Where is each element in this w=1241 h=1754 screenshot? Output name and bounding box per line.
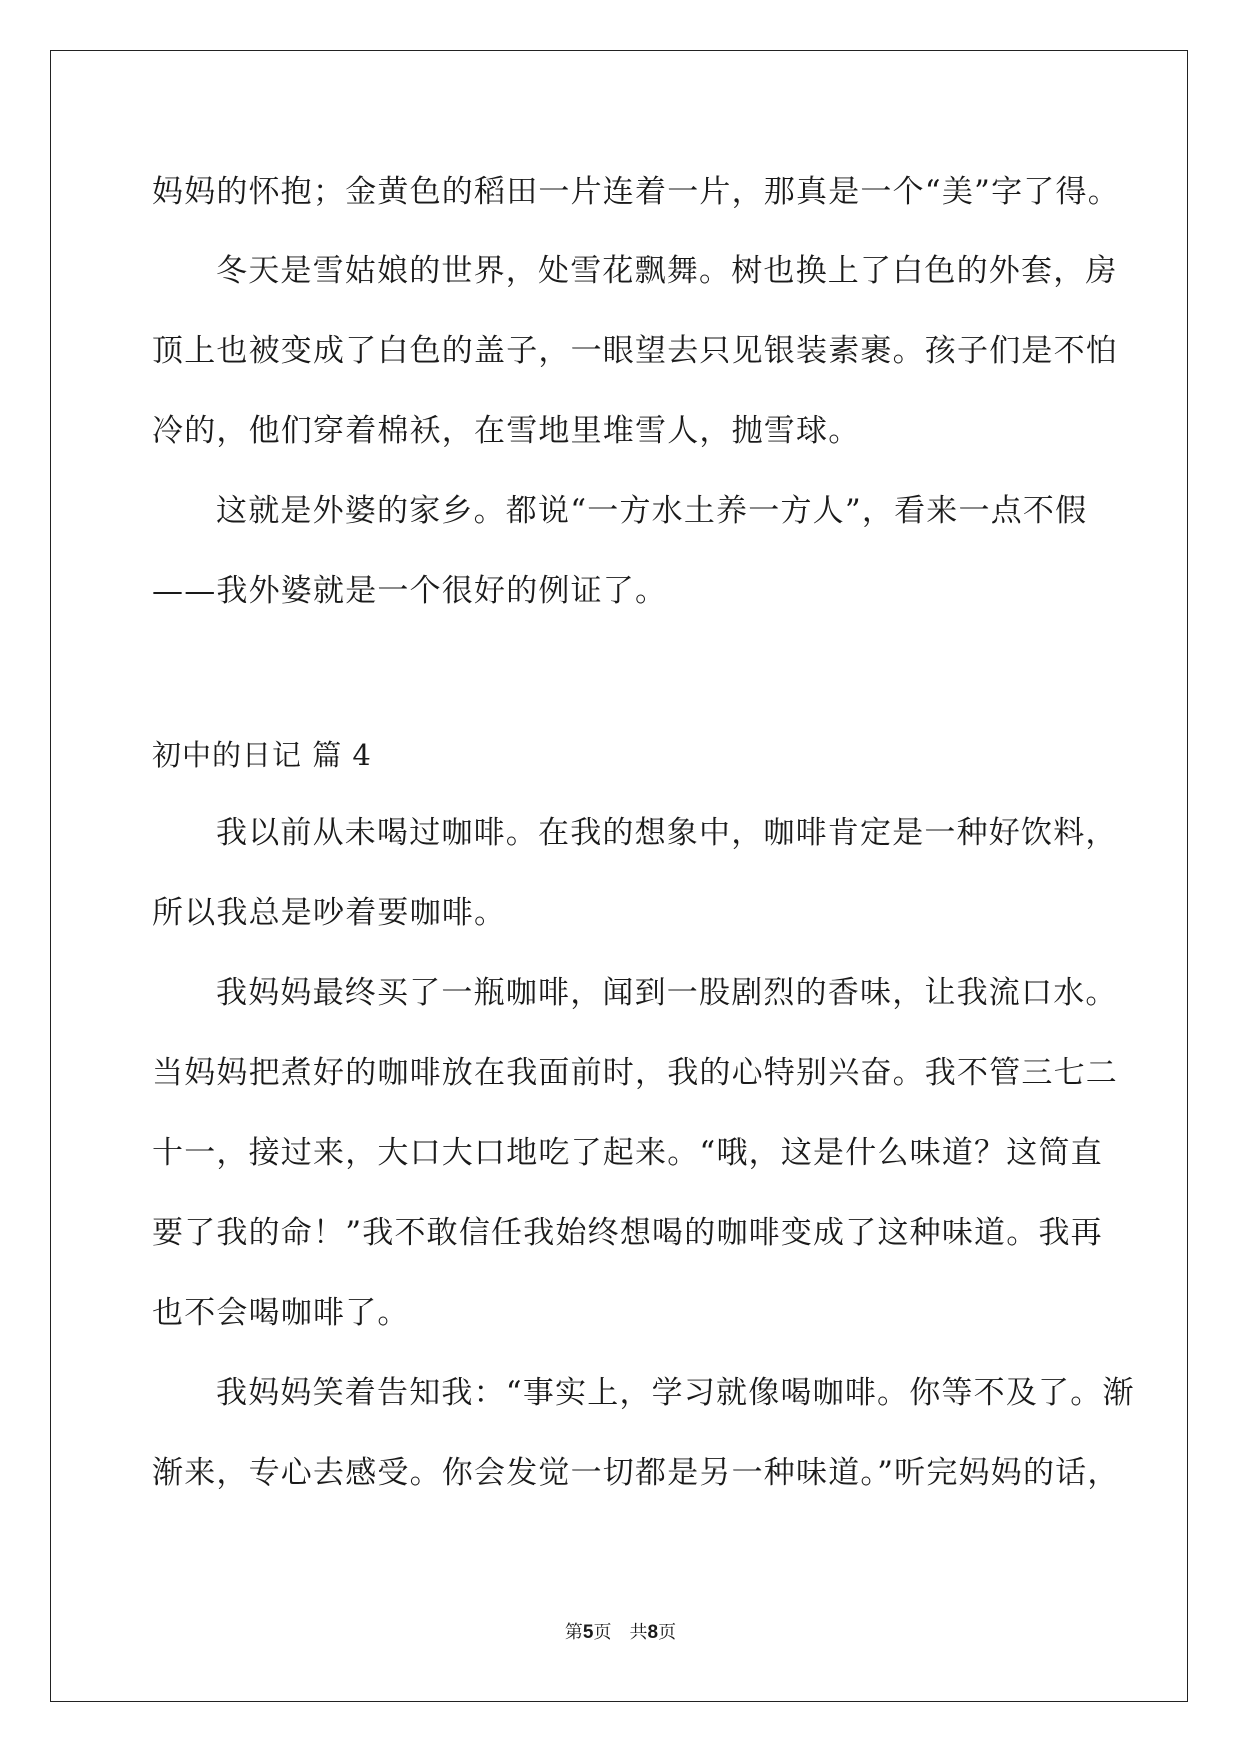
- paragraph-first-line: 这就是外婆的家乡。都说“一方水土养一方人”，看来一点不假: [216, 493, 1088, 529]
- paragraph-first-line: 我妈妈最终买了一瓶咖啡，闻到一股剧烈的香味，让我流口水。: [216, 975, 1118, 1011]
- paragraph-first-line: 冬天是雪姑娘的世界，处雪花飘舞。树也换上了白色的外套，房: [216, 253, 1118, 289]
- footer-prefix: 第: [564, 1622, 583, 1643]
- section-heading: 初中的日记 篇 4: [152, 738, 372, 772]
- text-line: 渐来，专心去感受。你会发觉一切都是另一种味道。”听完妈妈的话，: [152, 1455, 1120, 1491]
- text-line: 顶上也被变成了白色的盖子，一眼望去只见银装素裹。孩子们是不怕: [152, 333, 1118, 369]
- current-page-number: 5: [582, 1622, 594, 1643]
- text-line: 要了我的命！”我不敢信任我始终想喝的咖啡变成了这种味道。我再: [152, 1215, 1103, 1251]
- text-line: 当妈妈把煮好的咖啡放在我面前时，我的心特别兴奋。我不管三七二: [152, 1055, 1118, 1091]
- text-line: 十一，接过来，大口大口地吃了起来。“哦，这是什么味道？这简直: [152, 1135, 1103, 1171]
- footer-suffix: 页: [658, 1622, 677, 1643]
- text-line: 妈妈的怀抱；金黄色的稻田一片连着一片，那真是一个“美”字了得。: [152, 174, 1120, 210]
- total-page-number: 8: [647, 1622, 659, 1643]
- text-line: 也不会喝咖啡了。: [152, 1295, 410, 1331]
- page-footer: [0, 1621, 1241, 1645]
- text-line: 冷的，他们穿着棉袄，在雪地里堆雪人，抛雪球。: [152, 413, 861, 449]
- footer-mid: 页 共: [593, 1622, 648, 1643]
- paragraph-first-line: 我妈妈笑着告知我：“事实上，学习就像喝咖啡。你等不及了。渐: [216, 1375, 1135, 1411]
- text-line: 所以我总是吵着要咖啡。: [152, 895, 507, 931]
- paragraph-first-line: 我以前从未喝过咖啡。在我的想象中，咖啡肯定是一种好饮料，: [216, 815, 1118, 851]
- text-line: ——我外婆就是一个很好的例证了。: [152, 573, 668, 609]
